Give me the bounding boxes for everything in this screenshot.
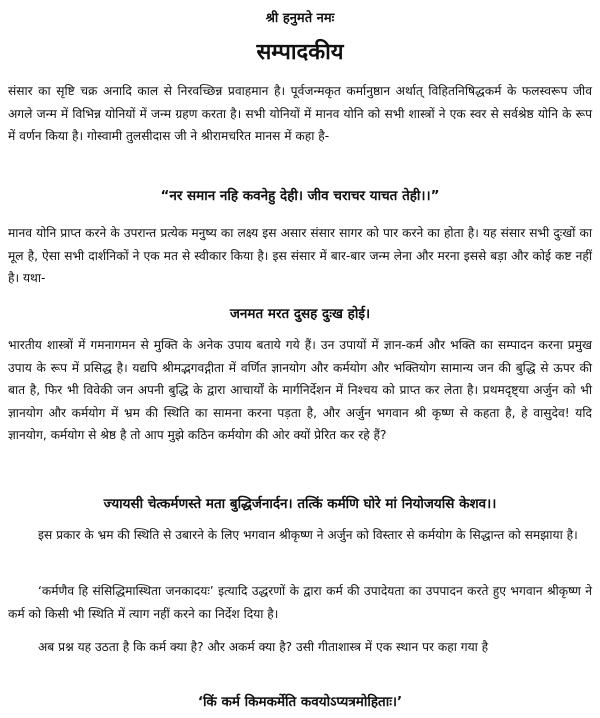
verse-1: “नर समान नहि कवनेहु देही। जीव चराचर याचत तेही।।” — [160, 188, 440, 204]
paragraph-5: ‘कर्मणैव हि संसिद्धिमास्थिता जनकादयः’ इत्यादि उद्धरणों के द्वारा कर्म की उपादेयता का उपपादन करते हुए भगवान श्रीकृष्ण ने कर्म को किसी भी स्थिति में त्याग नहीं करने का निर्देश दिया है। — [8, 584, 592, 621]
paragraph-4: इस प्रकार के भ्रम की स्थिति से उबारने के लिए भगवान श्रीकृष्ण ने अर्जुन को विस्तार से कर्मयोग के सिद्धान्त को समझाया है। — [38, 528, 578, 542]
invocation-line: श्री हनुमते नमः — [265, 11, 335, 26]
verse-4: ‘किं कर्म किमकर्मेति कवयोऽप्यत्रमोहिताः।’ — [197, 694, 403, 710]
paragraph-6: अब प्रश्न यह उठता है कि कर्म क्या है? और अकर्म क्या है? उसी गीताशास्त्र में एक स्थान पर कहा गया है — [38, 640, 489, 654]
paragraph-1: संसार का सृष्टि चक्र अनादि काल से निरवच्छिन्न प्रवाहमान है। पूर्वजन्मकृत कर्मानुष्ठान अर्थात् विहितनिषिद्धकर्म के फलस्वरूप जीव अगले जन्म में विभिन्न योनियों में जन्म ग्रहण करता है। सभी योनियों में मानव योनि को सभी शास्त्रों ने एक स्वर से सर्वश्रेष्ठ योनि के रूप में वर्णन किया है। गोस्वामी तुलसीदास जी ने श्रीरामचरित मानस में कहा है- — [8, 84, 592, 143]
paragraph-2: मानव योनि प्राप्त करने के उपरान्त प्रत्येक मनुष्य का लक्ष्य इस असार संसार सागर को पार करने का होता है। यह संसार सभी दुःखों का मूल है, ऐसा सभी दार्शनिकों ने एक मत से स्वीकार किया है। इस संसार में बार-बार जन्म लेना और मरना इससे बड़ा और कोई कष्ट नहीं है। यथा- — [8, 226, 592, 285]
paragraph-3: भारतीय शास्त्रों में गमनागमन से मुक्ति के अनेक उपाय बताये गये हैं। उन उपायों में ज्ञान-कर्म और भक्ति का सम्पादन करना प्रमुख उपाय के रूप में प्रसिद्ध है। यद्यपि श्रीमद्भगवद्गीता में वर्णित ज्ञानयोग और कर्मयोग और भक्तियोग सामान्य जन की बुद्धि से ऊपर की बात है, फिर भी विवेकी जन अपनी बुद्धि के द्वारा आचार्यों के मार्गनिर्देशन में निश्चय को प्राप्त कर लेता है। प्रथमदृष्ट्या अर्जुन को भी ज्ञानयोग और कर्मयोग में भ्रम की स्थिति का सामना करना पड़ता है, और अर्जुन भगवान श्री कृष्ण से कहता है, हे वासुदेव! यदि ज्ञानयोग, कर्मयोग से श्रेष्ठ है तो आप मुझे कठिन कर्मयोग की ओर क्यों प्रेरित कर रहे हैं? — [8, 338, 592, 442]
page-title: सम्पादकीय — [256, 40, 344, 65]
verse-2: जनमत मरत दुसह दुःख होई। — [229, 306, 371, 322]
verse-3: ज्यायसी चेत्कर्मणस्ते मता बुद्धिर्जनार्दन। तत्किं कर्मणि घोरे मां नियोजयसि केशव।। — [103, 496, 497, 512]
